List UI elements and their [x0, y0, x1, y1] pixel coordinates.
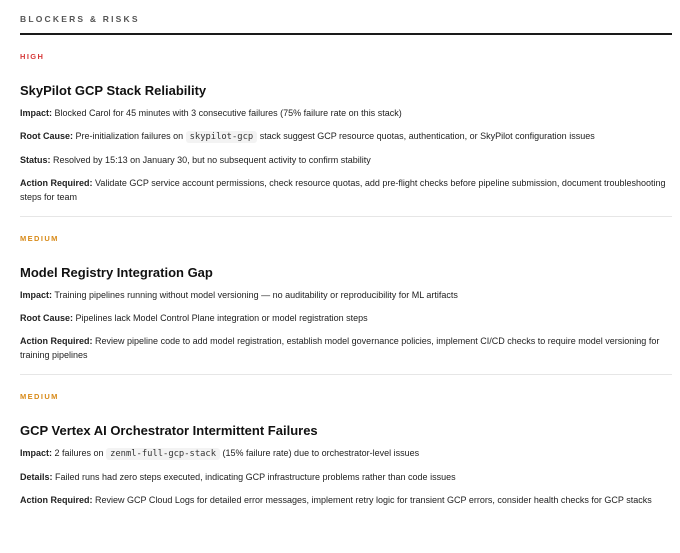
impact-field [20, 106, 672, 120]
severity-badge: MEDIUM [20, 234, 59, 243]
field-text: Failed runs had zero steps executed, indicating GCP infrastructure problems rather than code issues [55, 472, 456, 482]
field-label: Impact: [20, 108, 53, 118]
field-text: Resolved by 15:13 on January 30, but no subsequent activity to confirm stability [53, 155, 371, 165]
field-label: Action Required: [20, 495, 93, 505]
field-text: Review pipeline code to add model registration, establish model governance policies, implement CI/CD checks to require model versioning for training pipelines [20, 336, 660, 360]
action-required-field [20, 334, 672, 362]
field-text: (15% failure rate) due to orchestrator-level issues [222, 448, 420, 458]
severity-badge: HIGH [20, 52, 45, 61]
risk-title: GCP Vertex AI Orchestrator Intermittent Failures [20, 423, 318, 438]
risk-item [20, 374, 672, 507]
field-label: Details: [20, 472, 53, 482]
field-label: Status: [20, 155, 51, 165]
impact-field [20, 446, 672, 461]
severity-badge: MEDIUM [20, 392, 59, 401]
field-text: Pipelines lack Model Control Plane integration or model registration steps [75, 313, 368, 323]
risk-title: SkyPilot GCP Stack Reliability [20, 83, 207, 98]
risk-title: Model Registry Integration Gap [20, 265, 213, 280]
stack-code: skypilot-gcp [186, 131, 258, 143]
action-required-field [20, 176, 672, 204]
field-label: Action Required: [20, 336, 93, 346]
root-cause-field [20, 311, 672, 325]
field-text: Validate GCP service account permissions, check resource quotas, add pre-flight checks before pipeline submission, document troubleshooting steps for team [20, 178, 666, 202]
root-cause-field [20, 129, 672, 144]
stack-code: zenml-full-gcp-stack [106, 448, 220, 460]
risk-item [20, 216, 672, 362]
field-text: Training pipelines running without model versioning — no auditability or reproducibility for ML artifacts [54, 290, 458, 300]
action-required-field [20, 493, 672, 507]
field-text: 2 failures on [54, 448, 104, 458]
field-text: Blocked Carol for 45 minutes with 3 consecutive failures (75% failure rate on this stack) [54, 108, 402, 118]
field-text: stack suggest GCP resource quotas, authentication, or SkyPilot configuration issues [259, 131, 595, 141]
field-label: Impact: [20, 290, 53, 300]
field-label: Root Cause: [20, 131, 74, 141]
impact-field [20, 288, 672, 302]
field-label: Action Required: [20, 178, 93, 188]
field-text: Pre-initialization failures on [75, 131, 184, 141]
details-field [20, 470, 672, 484]
risk-item [20, 35, 672, 204]
field-text: Review GCP Cloud Logs for detailed error messages, implement retry logic for transient GCP errors, consider health checks for GCP stacks [95, 495, 652, 505]
field-label: Root Cause: [20, 313, 74, 323]
status-field [20, 153, 672, 167]
field-label: Impact: [20, 448, 53, 458]
section-title: BLOCKERS & RISKS [20, 14, 672, 35]
